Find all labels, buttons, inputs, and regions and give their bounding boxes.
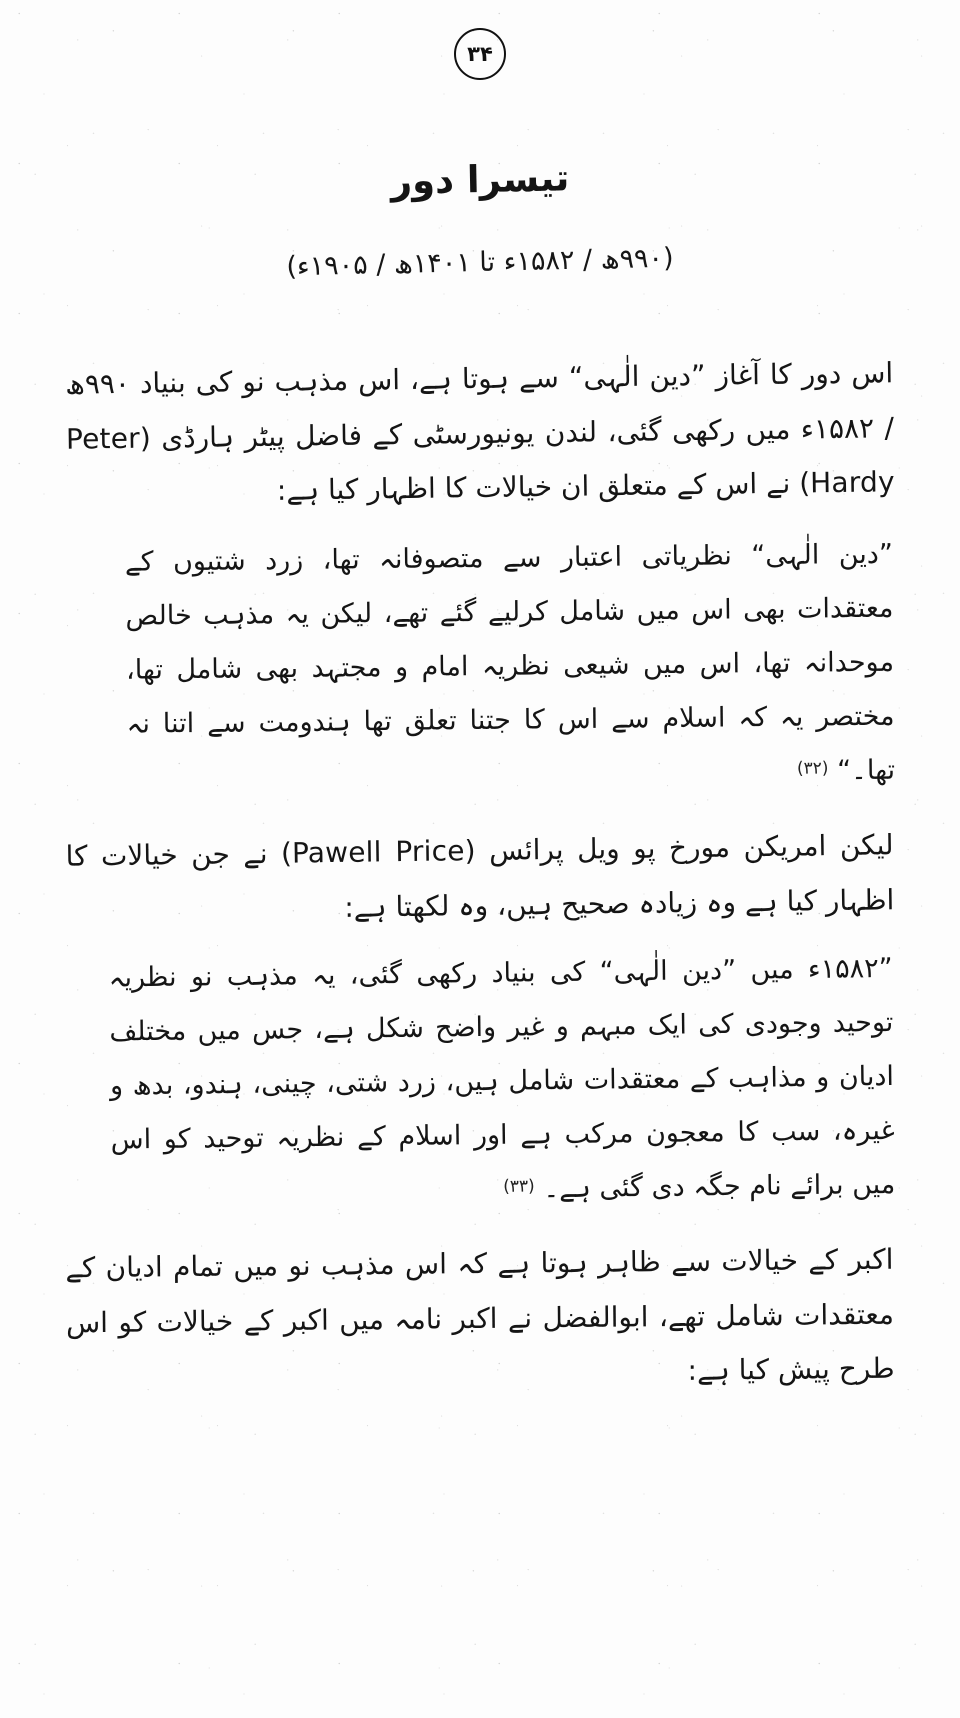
footnote-ref-32: (۳۲)	[796, 758, 829, 779]
quote-pawell-price-text: ”۱۵۸۲ء میں ”دین الٰہی“ کی بنیاد رکھی گئی، یہ مذہب نو نظریہ توحید وجودی کی ایک مبہم و غیر واضح شکل ہے، جس میں مختلف ادیان و مذاہب کے معتقدات شامل ہیں، زرد شتی، چینی، ہندو، بدھ و غیرہ، سب کا معجون مرکب ہے اور اسلام کے نظریہ توحید کو اس میں برائے نام جگہ دی گئی ہے۔	[108, 952, 896, 1205]
paragraph-pawell-price-intro: لیکن امریکن مورخ پو ویل پرائس (Pawell Price) نے جن خیالات کا اظہار کیا ہے وہ زیادہ صحیح ہیں، وہ لکھتا ہے:	[65, 828, 895, 924]
paragraph-intro: اس دور کا آغاز ”دین الٰہی“ سے ہوتا ہے، اس مذہب نو کی بنیاد ۹۹۰ھ / ۱۵۸۲ء میں رکھی گئی، لندن یونیورسٹی کے فاضل پیٹر ہارڈی (Peter Hardy) نے اس کے متعلق ان خیالات کا اظہار کیا ہے:	[65, 356, 895, 508]
page-number: ۳۴	[454, 28, 506, 80]
page-subtitle-date-range: (۹۹۰ھ / ۱۵۸۲ء تا ۱۴۰۱ھ / ۱۹۰۵ء)	[286, 242, 674, 283]
footnote-ref-33: (۳۳)	[503, 1176, 535, 1197]
quote-peter-hardy-text: ”دین الٰہی“ نظریاتی اعتبار سے متصوفانہ تھا، زرد شتیوں کے معتقدات بھی اس میں شامل کرلیے گئے تھے، لیکن یہ مذہب خالص موحدانہ تھا، اس میں شیعی نظریہ امام و مجتہد بھی شامل تھا، مختصر یہ کہ اسلام سے اس کا جتنا تعلق تھا ہندومت سے اتنا نہ تھا۔“	[124, 538, 896, 787]
page-title: تیسرا دور	[390, 156, 570, 203]
paragraph-closing: اکبر کے خیالات سے ظاہر ہوتا ہے کہ اس مذہب نو میں تمام ادیان کے معتقدات شامل تھے، ابوالفضل نے اکبر نامہ میں اکبر کے خیالات کو اس طرح پیش کیا ہے:	[65, 1242, 895, 1387]
quote-pawell-price	[38, 942, 921, 1223]
quote-peter-hardy	[39, 527, 922, 806]
page-number-container	[40, 0, 920, 80]
